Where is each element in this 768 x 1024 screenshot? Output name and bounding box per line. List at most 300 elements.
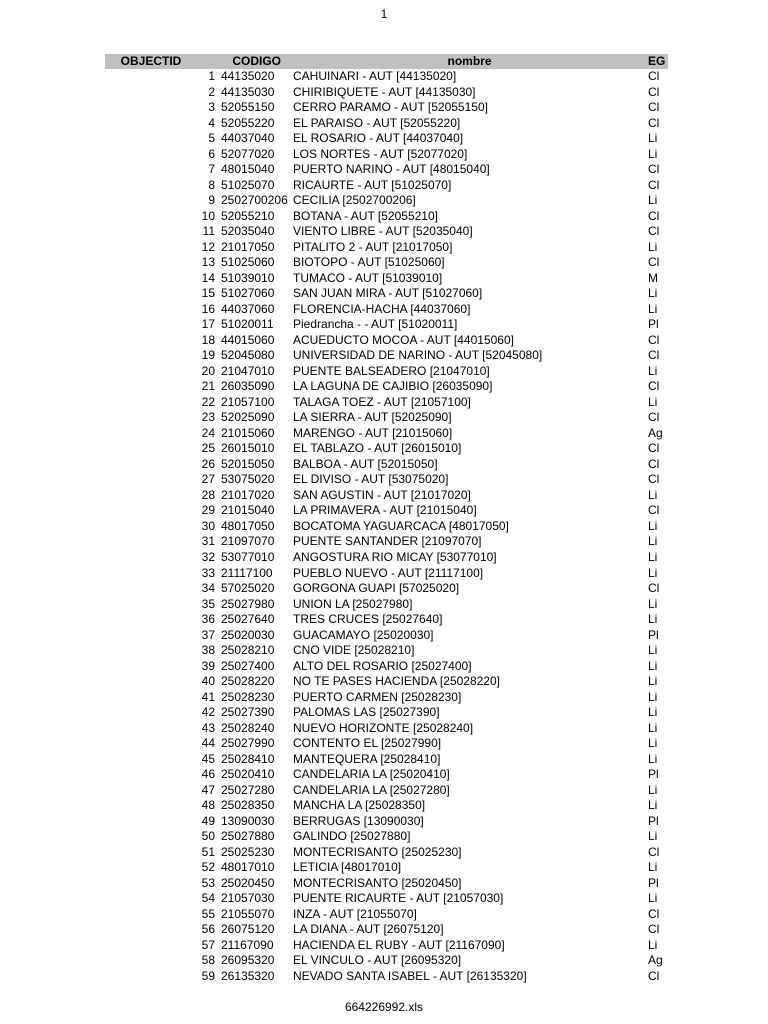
- cell-objectid: 44: [201, 736, 215, 751]
- cell-nombre: UNIVERSIDAD DE NARINO - AUT [52045080]: [293, 348, 543, 363]
- table-header: [105, 54, 668, 69]
- cell-nombre: GUACAMAYO [25020030]: [293, 627, 434, 642]
- table-row: [105, 597, 668, 613]
- table-row: [105, 410, 668, 426]
- cell-codigo: 13090030: [221, 813, 275, 828]
- cell-codigo: 26035090: [221, 379, 275, 394]
- cell-nombre: LA SIERRA - AUT [52025090]: [293, 410, 452, 425]
- cell-dep: Ag: [648, 425, 663, 440]
- cell-codigo: 21015060: [221, 425, 275, 440]
- table-row: [105, 721, 668, 737]
- cell-nombre: LA PRIMAVERA - AUT [21015040]: [293, 503, 477, 518]
- cell-nombre: NUEVO HORIZONTE [25028240]: [293, 720, 474, 735]
- cell-objectid: 52: [201, 860, 215, 875]
- cell-objectid: 57: [201, 937, 215, 952]
- cell-nombre: CANDELARIA LA [25027280]: [293, 782, 450, 797]
- cell-nombre: MARENGO - AUT [21015060]: [293, 425, 453, 440]
- cell-nombre: RICAURTE - AUT [51025070]: [293, 177, 452, 192]
- table-row: [105, 441, 668, 457]
- cell-nombre: CAHUINARI - AUT [44135020]: [293, 69, 457, 83]
- table-row: [105, 503, 668, 519]
- cell-objectid: 46: [201, 767, 215, 782]
- cell-dep: Cl: [648, 968, 660, 983]
- cell-codigo: 25027400: [221, 658, 275, 673]
- cell-objectid: 1: [208, 69, 215, 83]
- table-row: [105, 240, 668, 256]
- table-row: [105, 922, 668, 938]
- cell-nombre: LOS NORTES - AUT [52077020]: [293, 146, 468, 161]
- cell-dep: Li: [648, 674, 658, 689]
- cell-codigo: 25027390: [221, 705, 275, 720]
- cell-dep: Cl: [648, 224, 660, 239]
- cell-nombre: TUMACO - AUT [51039010]: [293, 270, 443, 285]
- cell-dep: Cl: [648, 922, 660, 937]
- cell-nombre: INZA - AUT [21055070]: [293, 906, 417, 921]
- cell-objectid: 31: [201, 534, 215, 549]
- cell-codigo: 51027060: [221, 286, 275, 301]
- cell-dep: Li: [648, 751, 658, 766]
- cell-nombre: BALBOA - AUT [52015050]: [293, 456, 438, 471]
- table-row: [105, 395, 668, 411]
- table-row: [105, 131, 668, 147]
- table-row: [105, 814, 668, 830]
- cell-nombre: UNION LA [25027980]: [293, 596, 413, 611]
- cell-objectid: 24: [201, 425, 215, 440]
- cell-dep: Cl: [648, 69, 660, 83]
- cell-nombre: LA DIANA - AUT [26075120]: [293, 922, 444, 937]
- table-row: [105, 612, 668, 628]
- table-row: [105, 147, 668, 163]
- cell-objectid: 14: [201, 270, 215, 285]
- table-row: [105, 736, 668, 752]
- cell-dep: Li: [648, 829, 658, 844]
- cell-codigo: 21117100: [221, 565, 273, 580]
- cell-nombre: SAN AGUSTIN - AUT [21017020]: [293, 487, 471, 502]
- cell-dep: Li: [648, 658, 658, 673]
- cell-objectid: 7: [208, 162, 215, 177]
- cell-dep: Li: [648, 131, 658, 146]
- table-row: [105, 255, 668, 271]
- cell-dep: Cl: [648, 332, 660, 347]
- header-codigo: CODIGO: [232, 54, 281, 68]
- cell-nombre: EL TABLAZO - AUT [26015010]: [293, 441, 462, 456]
- cell-nombre: PUERTO NARINO - AUT [48015040]: [293, 162, 490, 177]
- cell-dep: Li: [648, 549, 658, 564]
- cell-dep: Ag: [648, 953, 663, 968]
- table-row: [105, 969, 668, 985]
- cell-codigo: 25028220: [221, 674, 275, 689]
- cell-objectid: 42: [201, 705, 215, 720]
- cell-dep: Cl: [648, 503, 660, 518]
- cell-codigo: 25028240: [221, 720, 275, 735]
- cell-nombre: NEVADO SANTA ISABEL - AUT [26135320]: [293, 968, 527, 983]
- table-row: [105, 488, 668, 504]
- page-number: 1: [380, 7, 388, 21]
- cell-nombre: PUENTE BALSEADERO [21047010]: [293, 363, 490, 378]
- cell-nombre: CECILIA [2502700206]: [293, 193, 416, 208]
- table-row: [105, 891, 668, 907]
- cell-codigo: 25020410: [221, 767, 275, 782]
- cell-objectid: 15: [201, 286, 215, 301]
- cell-objectid: 10: [201, 208, 215, 223]
- cell-codigo: 52055220: [221, 115, 275, 130]
- cell-dep: Cl: [648, 208, 660, 223]
- cell-objectid: 50: [201, 829, 215, 844]
- cell-objectid: 6: [208, 146, 215, 161]
- cell-dep: Cl: [648, 410, 660, 425]
- cell-objectid: 26: [201, 456, 215, 471]
- cell-codigo: 21057100: [221, 394, 275, 409]
- cell-dep: Pl: [648, 317, 659, 332]
- cell-codigo: 25027640: [221, 612, 275, 627]
- table-row: [105, 472, 668, 488]
- cell-codigo: 52077020: [221, 146, 275, 161]
- table-row: [105, 209, 668, 225]
- cell-dep: Li: [648, 798, 658, 813]
- cell-nombre: CNO VIDE [25028210]: [293, 643, 415, 658]
- cell-codigo: 53077010: [221, 549, 275, 564]
- cell-nombre: PUENTE SANTANDER [21097070]: [293, 534, 482, 549]
- cell-codigo: 21057030: [221, 891, 275, 906]
- cell-objectid: 33: [201, 565, 215, 580]
- cell-nombre: GORGONA GUAPI [57025020]: [293, 581, 460, 596]
- cell-dep: Li: [648, 394, 658, 409]
- cell-codigo: 52025090: [221, 410, 275, 425]
- cell-objectid: 37: [201, 627, 215, 642]
- cell-nombre: ANGOSTURA RIO MICAY [53077010]: [293, 549, 497, 564]
- cell-dep: Pl: [648, 627, 659, 642]
- table-row: [105, 271, 668, 287]
- cell-objectid: 47: [201, 782, 215, 797]
- cell-codigo: 26075120: [221, 922, 275, 937]
- table-row: [105, 457, 668, 473]
- cell-objectid: 43: [201, 720, 215, 735]
- cell-dep: Li: [648, 487, 658, 502]
- table-row: [105, 193, 668, 209]
- table-row: [105, 566, 668, 582]
- cell-codigo: 44135030: [221, 84, 275, 99]
- cell-dep: Li: [648, 612, 658, 627]
- cell-nombre: SAN JUAN MIRA - AUT [51027060]: [293, 286, 483, 301]
- cell-dep: Cl: [648, 456, 660, 471]
- cell-objectid: 11: [202, 224, 215, 239]
- table-row: [105, 752, 668, 768]
- cell-nombre: HACIENDA EL RUBY - AUT [21167090]: [293, 937, 505, 952]
- table-row: [105, 224, 668, 240]
- cell-codigo: 21055070: [221, 906, 275, 921]
- cell-nombre: LA LAGUNA DE CAJIBIO [26035090]: [293, 379, 493, 394]
- cell-objectid: 12: [201, 239, 215, 254]
- cell-objectid: 19: [201, 348, 215, 363]
- table-row: [105, 178, 668, 194]
- cell-objectid: 29: [201, 503, 215, 518]
- cell-nombre: MONTECRISANTO [25025230]: [293, 844, 462, 859]
- cell-dep: Li: [648, 643, 658, 658]
- table-row: [105, 860, 668, 876]
- cell-nombre: Piedrancha - - AUT [51020011]: [293, 317, 458, 332]
- cell-codigo: 21047010: [221, 363, 275, 378]
- table-row: [105, 534, 668, 550]
- cell-nombre: BIOTOPO - AUT [51025060]: [293, 255, 445, 270]
- cell-nombre: GALINDO [25027880]: [293, 829, 411, 844]
- cell-dep: Li: [648, 193, 658, 208]
- cell-dep: Li: [648, 596, 658, 611]
- cell-codigo: 21017050: [221, 239, 275, 254]
- cell-dep: Pl: [648, 813, 659, 828]
- cell-dep: M: [648, 270, 658, 285]
- cell-nombre: EL VINCULO - AUT [26095320]: [293, 953, 462, 968]
- cell-codigo: 25028410: [221, 751, 275, 766]
- table-row: [105, 907, 668, 923]
- cell-dep: Cl: [648, 472, 660, 487]
- table-row: [105, 705, 668, 721]
- cell-dep: Li: [648, 689, 658, 704]
- cell-objectid: 58: [201, 953, 215, 968]
- cell-objectid: 27: [201, 472, 215, 487]
- cell-codigo: 21015040: [221, 503, 275, 518]
- cell-nombre: CANDELARIA LA [25020410]: [293, 767, 450, 782]
- cell-dep: Cl: [648, 348, 660, 363]
- cell-objectid: 17: [201, 317, 215, 332]
- cell-dep: Li: [648, 363, 658, 378]
- cell-nombre: EL DIVISO - AUT [53075020]: [293, 472, 449, 487]
- cell-objectid: 51: [201, 844, 215, 859]
- cell-dep: Li: [648, 705, 658, 720]
- cell-dep: Cl: [648, 581, 660, 596]
- table-row: [105, 286, 668, 302]
- cell-objectid: 38: [201, 643, 215, 658]
- cell-nombre: NO TE PASES HACIENDA [25028220]: [293, 674, 500, 689]
- cell-dep: Cl: [648, 906, 660, 921]
- cell-dep: Li: [648, 736, 658, 751]
- table-row: [105, 100, 668, 116]
- cell-dep: Li: [648, 534, 658, 549]
- cell-codigo: 25028210: [221, 643, 275, 658]
- cell-objectid: 8: [208, 177, 215, 192]
- cell-objectid: 55: [201, 906, 215, 921]
- table-row: [105, 938, 668, 954]
- cell-objectid: 30: [201, 518, 215, 533]
- cell-nombre: CERRO PARAMO - AUT [52055150]: [293, 100, 488, 115]
- table-row: [105, 876, 668, 892]
- cell-nombre: LETICIA [48017010]: [293, 860, 402, 875]
- cell-nombre: MONTECRISANTO [25020450]: [293, 875, 462, 890]
- cell-codigo: 25025230: [221, 844, 275, 859]
- table-body: [105, 69, 668, 984]
- spreadsheet-table: [105, 54, 668, 984]
- cell-codigo: 25027990: [221, 736, 275, 751]
- table-row: [105, 162, 668, 178]
- cell-nombre: CONTENTO EL [25027990]: [293, 736, 442, 751]
- cell-nombre: PITALITO 2 - AUT [21017050]: [293, 239, 453, 254]
- table-row: [105, 643, 668, 659]
- cell-nombre: PUEBLO NUEVO - AUT [21117100]: [293, 565, 484, 580]
- cell-dep: Cl: [648, 84, 660, 99]
- cell-nombre: ALTO DEL ROSARIO [25027400]: [293, 658, 472, 673]
- cell-dep: Li: [648, 860, 658, 875]
- table-row: [105, 953, 668, 969]
- cell-nombre: TRES CRUCES [25027640]: [293, 612, 443, 627]
- table-row: [105, 85, 668, 101]
- cell-codigo: 57025020: [221, 581, 275, 596]
- cell-nombre: EL ROSARIO - AUT [44037040]: [293, 131, 464, 146]
- cell-dep: Cl: [648, 379, 660, 394]
- cell-codigo: 48015040: [221, 162, 275, 177]
- cell-objectid: 21: [201, 379, 215, 394]
- table-row: [105, 674, 668, 690]
- cell-objectid: 36: [201, 612, 215, 627]
- cell-dep: Li: [648, 239, 658, 254]
- cell-nombre: BOCATOMA YAGUARCACA [48017050]: [293, 518, 509, 533]
- cell-nombre: PUENTE RICAURTE - AUT [21057030]: [293, 891, 504, 906]
- cell-nombre: BOTANA - AUT [52055210]: [293, 208, 438, 223]
- cell-objectid: 49: [201, 813, 215, 828]
- cell-nombre: EL PARAISO - AUT [52055220]: [293, 115, 461, 130]
- cell-dep: Li: [648, 720, 658, 735]
- cell-codigo: 48017050: [221, 518, 275, 533]
- cell-codigo: 52045080: [221, 348, 275, 363]
- header-nombre: nombre: [447, 54, 492, 68]
- cell-objectid: 35: [201, 596, 215, 611]
- cell-objectid: 3: [208, 100, 215, 115]
- cell-objectid: 4: [208, 115, 215, 130]
- cell-nombre: MANTEQUERA [25028410]: [293, 751, 441, 766]
- cell-objectid: 34: [201, 581, 215, 596]
- cell-codigo: 26095320: [221, 953, 275, 968]
- table-row: [105, 116, 668, 132]
- cell-codigo: 25020030: [221, 627, 275, 642]
- cell-codigo: 44135020: [221, 69, 275, 83]
- cell-codigo: 25020450: [221, 875, 275, 890]
- cell-objectid: 16: [201, 301, 215, 316]
- cell-codigo: 26015010: [221, 441, 275, 456]
- cell-dep: Li: [648, 937, 658, 952]
- cell-codigo: 26135320: [221, 968, 275, 983]
- cell-dep: Li: [648, 146, 658, 161]
- cell-codigo: 44037060: [221, 301, 275, 316]
- cell-codigo: 53075020: [221, 472, 275, 487]
- cell-dep: Li: [648, 782, 658, 797]
- cell-codigo: 25027980: [221, 596, 275, 611]
- table-row: [105, 767, 668, 783]
- cell-objectid: 39: [201, 658, 215, 673]
- table-row: [105, 798, 668, 814]
- cell-codigo: 25028350: [221, 798, 275, 813]
- cell-objectid: 18: [201, 332, 215, 347]
- cell-codigo: 52055150: [221, 100, 275, 115]
- cell-nombre: PALOMAS LAS [25027390]: [293, 705, 440, 720]
- cell-codigo: 51039010: [221, 270, 275, 285]
- cell-codigo: 25027280: [221, 782, 275, 797]
- cell-objectid: 9: [208, 193, 215, 208]
- table-row: [105, 302, 668, 318]
- cell-objectid: 41: [201, 689, 215, 704]
- table-row: [105, 829, 668, 845]
- cell-codigo: 44015060: [221, 332, 275, 347]
- cell-objectid: 48: [201, 798, 215, 813]
- cell-dep: Li: [648, 301, 658, 316]
- table-row: [105, 659, 668, 675]
- cell-dep: Pl: [648, 875, 659, 890]
- table-row: [105, 783, 668, 799]
- table-row: [105, 628, 668, 644]
- cell-dep: Cl: [648, 162, 660, 177]
- cell-dep: Pl: [648, 767, 659, 782]
- cell-dep: Li: [648, 891, 658, 906]
- cell-codigo: 51020011: [221, 317, 274, 332]
- cell-codigo: 51025070: [221, 177, 275, 192]
- cell-codigo: 21017020: [221, 487, 275, 502]
- cell-dep: Li: [648, 565, 658, 580]
- cell-objectid: 23: [201, 410, 215, 425]
- cell-nombre: TALAGA TOEZ - AUT [21057100]: [293, 394, 471, 409]
- table-row: [105, 581, 668, 597]
- cell-objectid: 56: [201, 922, 215, 937]
- cell-nombre: CHIRIBIQUETE - AUT [44135030]: [293, 84, 476, 99]
- cell-objectid: 40: [201, 674, 215, 689]
- cell-codigo: 25027880: [221, 829, 275, 844]
- cell-nombre: FLORENCIA-HACHA [44037060]: [293, 301, 471, 316]
- cell-objectid: 20: [201, 363, 215, 378]
- cell-dep: Cl: [648, 115, 660, 130]
- cell-dep: Cl: [648, 255, 660, 270]
- cell-codigo: 48017010: [221, 860, 275, 875]
- cell-nombre: MANCHA LA [25028350]: [293, 798, 426, 813]
- cell-objectid: 22: [201, 394, 215, 409]
- table-row: [105, 845, 668, 861]
- cell-codigo: 51025060: [221, 255, 275, 270]
- cell-dep: Cl: [648, 177, 660, 192]
- cell-dep: Cl: [648, 441, 660, 456]
- file-name-footer: 664226992.xls: [344, 1000, 424, 1014]
- cell-dep: Cl: [648, 100, 660, 115]
- cell-objectid: 2: [208, 84, 215, 99]
- cell-objectid: 32: [201, 549, 215, 564]
- table-row: [105, 519, 668, 535]
- cell-codigo: 21097070: [221, 534, 275, 549]
- table-row: [105, 426, 668, 442]
- table-row: [105, 317, 668, 333]
- cell-objectid: 53: [201, 875, 215, 890]
- cell-objectid: 59: [201, 968, 215, 983]
- cell-objectid: 13: [201, 255, 215, 270]
- cell-codigo: 2502700206: [221, 193, 288, 208]
- table-row: [105, 550, 668, 566]
- cell-codigo: 21167090: [221, 937, 274, 952]
- cell-nombre: BERRUGAS [13090030]: [293, 813, 424, 828]
- cell-codigo: 44037040: [221, 131, 275, 146]
- cell-objectid: 5: [208, 131, 215, 146]
- cell-codigo: 52015050: [221, 456, 275, 471]
- table-row: [105, 364, 668, 380]
- table-row: [105, 333, 668, 349]
- cell-dep: Li: [648, 518, 658, 533]
- cell-nombre: PUERTO CARMEN [25028230]: [293, 689, 462, 704]
- cell-codigo: 25028230: [221, 689, 275, 704]
- cell-objectid: 45: [201, 751, 215, 766]
- cell-codigo: 52055210: [221, 208, 275, 223]
- cell-dep: Cl: [648, 844, 660, 859]
- header-dep: EG: [648, 54, 666, 68]
- cell-objectid: 25: [201, 441, 215, 456]
- cell-objectid: 54: [201, 891, 215, 906]
- cell-dep: Li: [648, 286, 658, 301]
- cell-nombre: VIENTO LIBRE - AUT [52035040]: [293, 224, 473, 239]
- table-row: [105, 379, 668, 395]
- table-row: [105, 69, 668, 85]
- cell-nombre: ACUEDUCTO MOCOA - AUT [44015060]: [293, 332, 514, 347]
- header-objectid: OBJECTID: [120, 54, 182, 68]
